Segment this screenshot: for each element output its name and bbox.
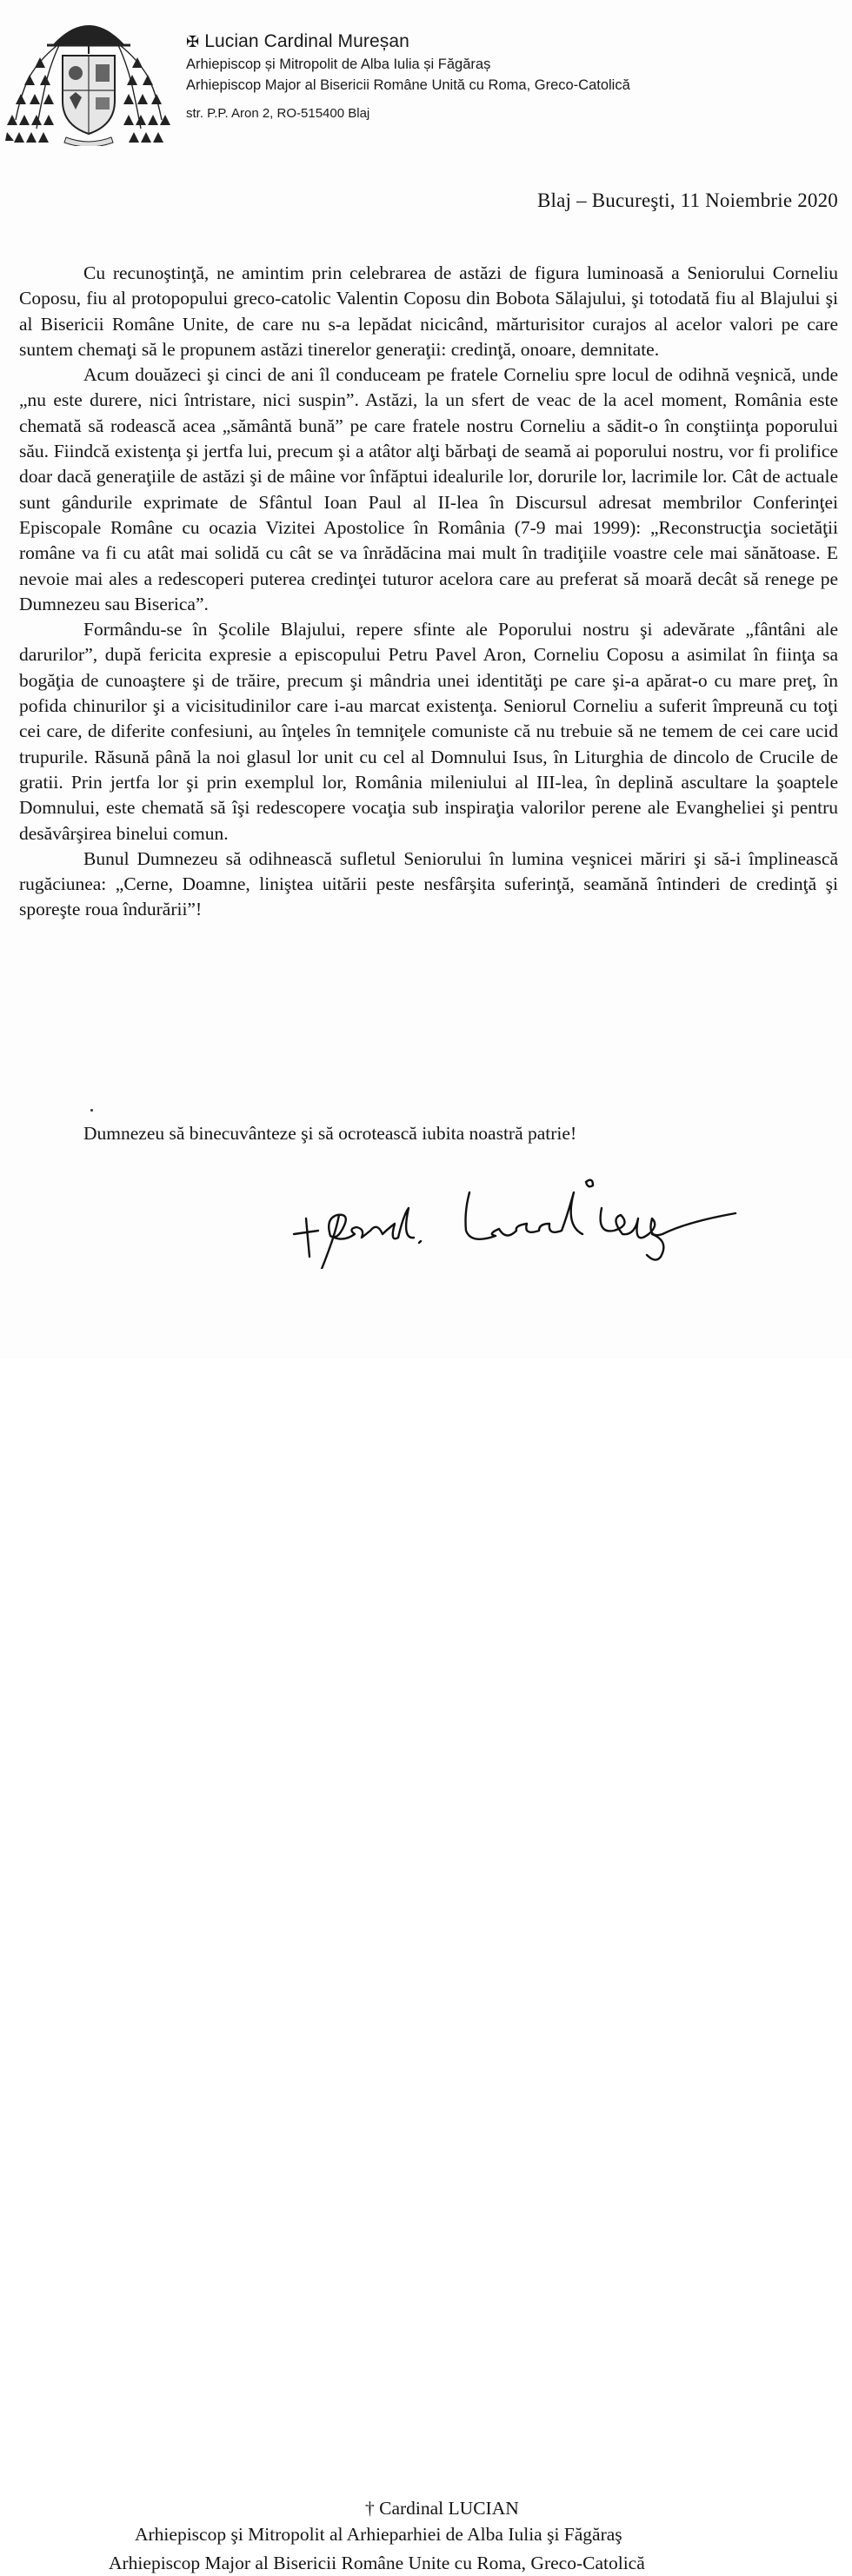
signatory-title-2: Arhiepiscop Major al Bisericii Române Unite cu Roma, Greco-Catolică	[109, 2553, 645, 2573]
sender-title-2: Arhiepiscop Major al Bisericii Române Unită cu Roma, Greco-Catolică	[186, 77, 630, 93]
cross-icon: ✠	[186, 33, 200, 50]
sender-name	[186, 30, 630, 54]
handwritten-signature	[287, 1173, 739, 1269]
signatory-name: † Cardinal LUCIAN	[365, 2498, 519, 2519]
ink-speck	[90, 1109, 93, 1112]
letterhead	[186, 30, 630, 123]
coat-of-arms-icon	[5, 7, 172, 146]
paragraph: Acum douăzeci şi cinci de ani îl conduceam pe fratele Corneliu spre locul de odihnă veşnică, unde „nu este durere, nici întristare, nici suspin”. Astăzi, la un sfert de veac de la acel moment, România este chemată să rodească acea „sământă bună” pe care fratele nostru Corneliu a sădit-o în conştiinţa poporului său. Fiindcă existenţa şi jertfa lui, precum şi a atâtor alţi bărbaţi de seamă ai poporului nostru, vor fi prolifice doar dacă generaţiile de astăzi şi de mâine vor înfăptui idealurile lor, dorurile lor, lacrimile lor. Cât de actuale sunt gândurile exprimate de Sfântul Ioan Paul al II-lea în Discursul adresat membrilor Conferinţei Episcopale Române cu ocazia Vizitei Apostolice în România (7-9 mai 1999): „Reconstrucţia societăţii române va fi cu atât mai solidă cu cât se va înrădăcina mai mult în tradiţiile voastre cele mai sănătoase. E nevoie mai ales a redescoperi puterea credinţei tuturor acelora care au preferat să moară decât să renege pe Dumnezeu sau Biserica”.	[19, 364, 838, 614]
paragraph: Bunul Dumnezeu să odihnească sufletul Seniorului în lumina veşnicei măriri şi să-i împlinească rugăciunea: „Cerne, Doamne, liniştea uitării peste nesfârşita suferinţă, seamănă întinderi de credinţă şi sporeşte roua îndurării”!	[19, 847, 838, 920]
sender-name-text: Lucian Cardinal Mureșan	[204, 31, 409, 51]
letter-date: Blaj – Bucureşti, 11 Noiembrie 2020	[537, 189, 838, 211]
paragraph: Formându-se în Şcolile Blajului, repere sfinte ale Poporului nostru şi adevărate „fântâni ale darurilor”, după fericita expresie a episcopului Petru Pavel Aron, Corneliu Coposu a asimilat în fiinţa sa bogăţia de cunoaştere şi de trăire, precum şi mândria unei identităţi pe care şi-a apărat-o cu mare preţ, în pofida chinurilor şi a vicisitudinilor care i-au marcat existenţa. Seniorul Corneliu a suferit împreună cu toţi cei care, de diferite confesiuni, au înţeles în temniţele comuniste că nu trebuie să ne temem de cei care ucid trupurile. Răsună până la noi glasul lor unit cu cel al Domnului Isus, în Liturghia de dincolo de Crucile de gratii. Prin jertfa lor şi prin exemplul lor, România mileniului al III-lea, în deplină ascultare la şoaptele Domnului, este chemată să îşi redescopere vocaţia sub inspiraţia valorilor perene ale Evangheliei şi pentru desăvârşirea binelui comun.	[19, 619, 838, 844]
letter-body	[19, 261, 838, 923]
signatory-title-1: Arhiepiscop şi Mitropolit al Arhieparhiei de Alba Iulia şi Făgăraş	[135, 2524, 622, 2545]
closing-blessing: Dumnezeu să binecuvânteze şi să ocrotească iubita noastră patrie!	[83, 1123, 577, 1144]
paragraph: Cu recunoştinţă, ne amintim prin celebrarea de astăzi de figura luminoasă a Seniorului Corneliu Coposu, fiu al protopopului greco-catolic Valentin Coposu din Bobota Sălajului, şi totodată fiu al Blajului şi al Bisericii Române Unite, de care nu s-a lepădat nicicând, mărturisitor curajos al acelor valori pe care suntem chemaţi să le propunem astăzi tinerelor generaţii: credinţă, onoare, demnitate.	[19, 262, 838, 360]
sender-address: str. P.P. Aron 2, RO-515400 Blaj	[186, 106, 370, 121]
sender-title-1: Arhiepiscop și Mitropolit de Alba Iulia și Făgăraș	[186, 56, 491, 72]
